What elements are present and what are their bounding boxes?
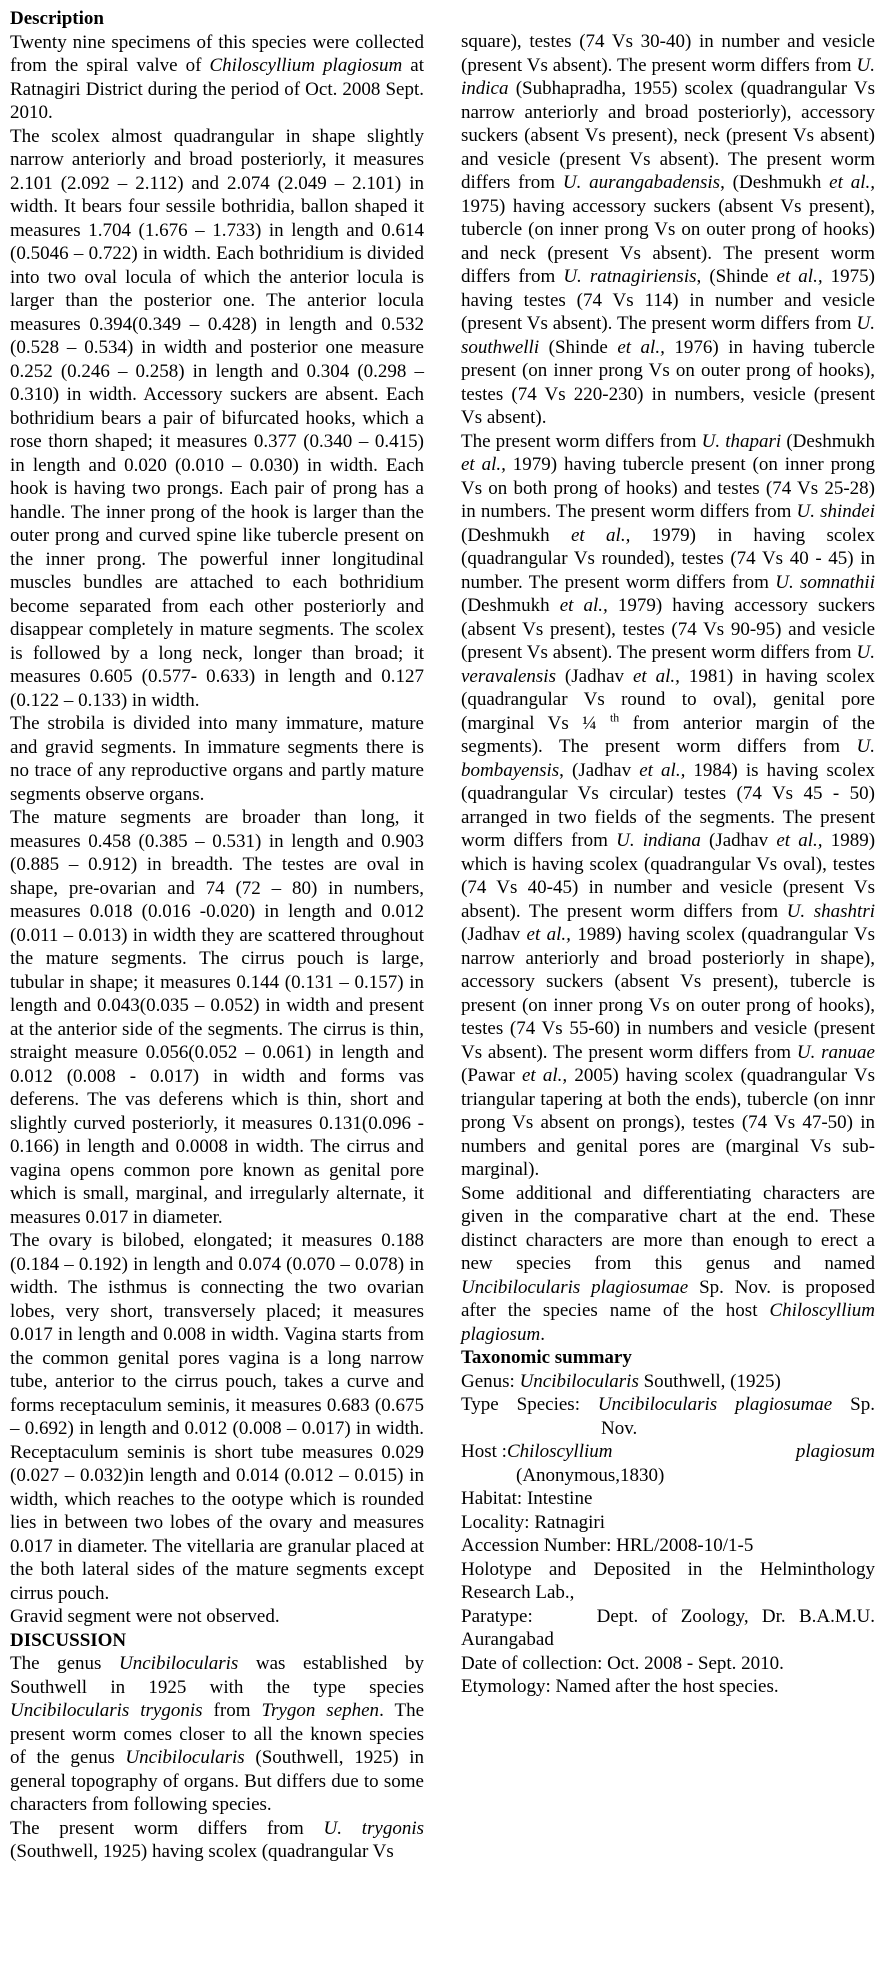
holotype-line <box>461 1558 875 1582</box>
text-run: 1989) having scolex (quadrangular Vs narrow anteriorly and broad posteriorly in shape), accessory suckers (absent Vs present), tubercle is present (on inner prong Vs on outer prong of hooks), testes (74 Vs 55-60) in numbers and vesicle (present Vs absent). The present worm differs from <box>461 924 875 1063</box>
italic-text-run: Chiloscyllium plagiosum <box>461 1300 875 1345</box>
text-run: 1979) having tubercle present (on inner prong Vs on both prong of hooks) and testes (74 Vs 25-28) in numbers. The present worm differs from <box>461 454 875 522</box>
text-run: The present worm differs from <box>461 430 702 452</box>
comparison-continued-paragraph <box>461 30 875 430</box>
text-run: The ovary is bilobed, elongated; it measures 0.188 (0.184 – 0.192) in length and 0.074 (0.070 – 0.078) in width. The isthmus is connecting the two ovarian lobes, very short, transversely placed; it measures 0.017 in length and 0.008 in width. Vagina starts from the common genital pores vagina is a long narrow tube, anterior to the cirrus pouch, takes a curve and forms receptaculum seminis, it measures 0.683 (0.675 – 0.692) in length and 0.012 (0.008 – 0.017) in width. Receptaculum seminis is short tube measures 0.029 (0.027 – 0.032)in length and 0.014 (0.012 – 0.015) in width, which reaches to the ootype which is rounded lies in between two lobes of the ovary and measures 0.017 in diameter. The vitellaria are granular placed at the both lateral sides of the mature segments except cirrus pouch. <box>10 1230 424 1604</box>
text-run: square), testes (74 Vs 30-40) in number and vesicle (present Vs absent). The present worm differs from <box>461 31 875 76</box>
italic-text-run: U. thapari <box>701 430 782 452</box>
italic-text-run: U. indiana <box>616 830 701 851</box>
italic-text-run: U. trygonis <box>323 1817 425 1839</box>
italic-text-run: U. bombayensis <box>461 736 875 781</box>
text-run: 1975) having testes (74 Vs 114) in number and vesicle (present Vs absent). The present worm differs from <box>461 266 875 334</box>
italic-text-run: plagiosum <box>795 1441 875 1462</box>
discussion-heading <box>10 1629 424 1653</box>
host-line <box>461 1440 875 1464</box>
text-run: Sp. Nov. is proposed after the species name of the host <box>461 1276 875 1321</box>
paratype-line <box>461 1605 875 1629</box>
italic-text-run: U. shindei <box>796 501 875 522</box>
italic-text-run: et al., <box>559 595 608 616</box>
text-run: (Southwell, 1925) in general topography of organs. But differs due to some characters from following species. <box>10 1747 424 1815</box>
description-heading <box>10 7 424 31</box>
text-run: Research Lab., <box>461 1582 575 1603</box>
text-run: from anterior margin of the segments). The present worm differs from <box>461 712 875 757</box>
text-run: The present worm differs from <box>10 1817 324 1839</box>
italic-text-run: et al., <box>526 924 571 945</box>
italic-text-run: Uncibilocularis <box>119 1653 239 1674</box>
text-run: (Anonymous,1830) <box>516 1464 665 1486</box>
italic-text-run: U. southwelli <box>461 313 875 358</box>
italic-text-run: U. shashtri <box>786 900 875 922</box>
text-run: (Deshmukh <box>461 595 560 616</box>
italic-text-run: et al., <box>522 1065 568 1086</box>
italic-text-run: et al., <box>632 665 680 687</box>
italic-text-run: et al., <box>776 266 823 287</box>
text-run: Holotype and Deposited in the Helminthology <box>461 1558 875 1580</box>
text-run: Etymology: Named after the host species. <box>461 1676 779 1697</box>
italic-text-run: U. somnathii <box>775 571 875 593</box>
text-run: DISCUSSION <box>10 1629 127 1651</box>
italic-text-run: Uncibilocularis trygonis <box>10 1700 203 1721</box>
text-run: Habitat: Intestine <box>461 1488 593 1509</box>
trygonis-comparison-start <box>10 1817 424 1864</box>
text-run: The genus <box>10 1653 120 1674</box>
italic-text-run: et al., <box>776 830 823 851</box>
text-run: The scolex almost quadrangular in shape slightly narrow anteriorly and broad posteriorly, it measures 2.101 (2.092 – 2.112) and 2.074 (2.049 – 2.101) in width. It bears four sessile bothridia, ballon shaped it measures 1.704 (1.676 – 1.733) in length and 0.614 (0.5046 – 0.722) in width. Each bothridium is divided into two oval locula of which the anterior locula is larger than the posterior one. The anterior locula measures 0.394(0.349 – 0.428) in length and 0.532 (0.528 – 0.534) in width and posterior one measure 0.252 (0.246 – 0.258) in length and 0.304 (0.298 – 0.310) in width. Accessory suckers are absent. Each bothridium bears a pair of bifurcated hooks, which a rose thorn shaped; it measures 0.377 (0.340 – 0.415) in length and 0.020 (0.010 – 0.030) in width. Each hook is having two prongs. Each pair of prong has a handle. The inner prong of the hook is larger than the outer prong and curved spine like tubercle present on the inner prong. The powerful inner longitudinal muscles bundles are attached to each bothridium become separated from each other posteriorly and disappear completely in mature segments. The scolex is followed by a long neck, longer than broad; it measures 0.605 (0.577- 0.633) in length and 0.127 (0.122 – 0.133) in width. <box>10 125 424 711</box>
italic-text-run: et al., <box>639 759 686 781</box>
thapari-comparison-paragraph <box>461 430 875 1182</box>
text-run: Date of collection: Oct. 2008 - Sept. 2010. <box>461 1652 784 1674</box>
text-run: . <box>540 1323 545 1345</box>
text-run: 1984) is having scolex (quadrangular Vs circular) testes (74 Vs 45 - 50) arranged in two fields of the segments. The present worm differs from <box>461 759 875 851</box>
italic-text-run: Chiloscyllium plagiosum <box>209 55 403 76</box>
text-run: 1975) having accessory suckers (absent Vs present), tubercle (on inner prong Vs on outer prong of hooks) and neck (present Vs absent). The present worm differs from <box>461 195 875 287</box>
text-run: (Deshmukh <box>461 524 571 546</box>
italic-text-run: U. veravalensis <box>461 642 875 687</box>
text-run: Nov. <box>601 1417 638 1439</box>
date-of-collection-line <box>461 1652 875 1676</box>
italic-text-run: U. aurangabadensis <box>562 172 721 193</box>
text-run: (Subhapradha, 1955) scolex (quadrangular Vs narrow anteriorly and broad posteriorly), accessory suckers (absent Vs present), neck (present Vs absent) and vesicle (present Vs absent). The present worm differs from <box>461 78 875 193</box>
text-run: from <box>202 1700 262 1721</box>
text-run: Genus: <box>461 1370 520 1392</box>
locality-line <box>461 1511 875 1535</box>
text-run: Taxonomic summary <box>461 1347 632 1368</box>
text-run: Accession Number: HRL/2008-10/1-5 <box>461 1535 754 1556</box>
italic-text-run: et al., <box>461 454 506 475</box>
ovary-paragraph <box>10 1229 424 1605</box>
accession-number-line <box>461 1534 875 1558</box>
paratype-continuation <box>461 1628 875 1652</box>
intro-paragraph <box>10 31 424 125</box>
text-run: (Deshmukh <box>781 430 875 452</box>
text-run: (Pawar <box>461 1065 522 1086</box>
superscript-text-run: th <box>609 711 620 725</box>
text-run: Twenty nine specimens of this species were collected from the spiral valve of <box>10 31 424 76</box>
genus-line <box>461 1370 875 1394</box>
spread-left <box>461 1605 533 1629</box>
taxonomic-summary-heading <box>461 1346 875 1370</box>
strobila-paragraph <box>10 712 424 806</box>
left-column <box>10 7 424 1864</box>
text-run: Southwell, (1925) <box>638 1370 781 1392</box>
scolex-paragraph <box>10 125 424 713</box>
italic-text-run: Chiloscyllium <box>506 1441 613 1462</box>
etymology-line <box>461 1675 875 1699</box>
type-species-continuation <box>461 1417 875 1441</box>
text-run: 1979) having accessory suckers (absent Vs present), testes (74 Vs 90-95) and vesicle (present Vs absent). The present worm differs from <box>461 595 875 663</box>
spread-right <box>796 1440 875 1464</box>
text-run: (Jadhav <box>555 665 633 687</box>
text-run: at Ratnagiri District during the period of Oct. 2008 Sept. 2010. <box>10 55 424 123</box>
italic-text-run: et al., <box>571 524 631 546</box>
text-run: (Jadhav <box>461 924 527 945</box>
text-run: 1976) in having tubercle present (on inner prong Vs on outer prong of hooks), testes (74 Vs 220-230) in numbers, vesicle (present Vs absent). <box>461 336 875 428</box>
text-run: Paratype: <box>461 1605 533 1627</box>
text-run: was established by Southwell in 1925 with the type species <box>10 1653 424 1698</box>
italic-text-run: Trygon sephen <box>261 1700 380 1721</box>
gravid-note <box>10 1605 424 1629</box>
spread-right <box>597 1605 875 1629</box>
italic-text-run: et al., <box>617 336 665 358</box>
mature-segments-paragraph <box>10 806 424 1229</box>
italic-text-run: Uncibilocularis <box>519 1370 639 1392</box>
text-run: . The present worm comes closer to all the known species of the genus <box>10 1700 424 1768</box>
text-run: 2005) having scolex (quadrangular Vs triangular tapering at both the ends), tubercle (on innr prong Vs absent on prongs), testes (74 Vs 47-50) in numbers and genital pores are (marginal Vs sub-marginal). <box>461 1065 875 1180</box>
text-run: , (Shinde <box>696 266 777 287</box>
text-run: Gravid segment were not observed. <box>10 1606 280 1627</box>
text-run: Description <box>10 8 104 29</box>
text-run: 1979) in having scolex (quadrangular Vs rounded), testes (74 Vs 40 - 45) in number. The present worm differs from <box>461 524 876 593</box>
text-run: (Southwell, 1925) having scolex (quadrangular Vs <box>10 1841 394 1862</box>
habitat-line <box>461 1487 875 1511</box>
text-run: Sp. <box>832 1394 875 1415</box>
holotype-continuation <box>461 1581 875 1605</box>
type-species-line <box>461 1393 875 1417</box>
text-run: , (Deshmukh <box>720 172 830 193</box>
text-run: Type Species: <box>461 1394 598 1415</box>
new-species-paragraph <box>461 1182 875 1347</box>
text-run: 1981) in having scolex (quadrangular Vs round to oval), genital pore (marginal Vs ¼ <box>461 665 875 734</box>
italic-text-run: et al., <box>829 172 876 193</box>
text-run: Host : <box>461 1441 507 1462</box>
italic-text-run: Uncibilocularis <box>125 1747 245 1768</box>
italic-text-run: U. ratnagiriensis <box>563 266 697 287</box>
spread-left <box>461 1440 613 1464</box>
italic-text-run: Uncibilocularis plagiosumae <box>597 1394 833 1415</box>
genus-history-paragraph <box>10 1652 424 1817</box>
text-run: , (Jadhav <box>559 759 640 781</box>
text-run: Aurangabad <box>461 1629 554 1650</box>
text-run: (Shinde <box>539 336 618 358</box>
text-run: Dept. of Zoology, Dr. B.A.M.U. <box>596 1605 875 1627</box>
italic-text-run: U. indica <box>461 54 875 99</box>
text-run: Locality: Ratnagiri <box>461 1511 606 1533</box>
italic-text-run: U. ranuae <box>796 1041 875 1063</box>
host-continuation <box>461 1464 875 1488</box>
italic-text-run: Uncibilocularis plagiosumae <box>461 1276 689 1298</box>
text-run: The mature segments are broader than long, it measures 0.458 (0.385 – 0.531) in length and 0.903 (0.885 – 0.912) in breadth. The testes are oval in shape, pre-ovarian and 74 (72 – 80) in numbers, measures 0.018 (0.016 -0.020) in length and 0.012 (0.011 – 0.013) in width they are scattered throughout the mature segments. The cirrus pouch is large, tubular in shape; it measures 0.144 (0.131 – 0.157) in length and 0.043(0.035 – 0.052) in width and present at the anterior side of the segments. The cirrus is thin, straight measure 0.056(0.052 – 0.061) in length and 0.012 (0.008 - 0.017) in width and forms vas deferens. The vas deferens which is thin, short and slightly curved posteriorly, it measures 0.131(0.096 - 0.166) in length and 0.0008 in width. The cirrus and vagina opens common pore known as genital pore which is small, marginal, and irregularly alternate, it measures 0.017 in diameter. <box>10 807 424 1228</box>
text-run: The strobila is divided into many immature, mature and gravid segments. In immature segments there is no trace of any reproductive organs and partly mature segments observe organs. <box>10 713 424 805</box>
text-run: 1989) which is having scolex (quadrangular Vs oval), testes (74 Vs 40-45) in number and vesicle (present Vs absent). The present worm differs from <box>461 830 876 922</box>
text-run: (Jadhav <box>700 830 777 851</box>
text-run: Some additional and differentiating characters are given in the comparative chart at the end. These distinct characters are more than enough to erect a new species from this genus and named <box>461 1182 875 1274</box>
right-column <box>461 7 875 1864</box>
